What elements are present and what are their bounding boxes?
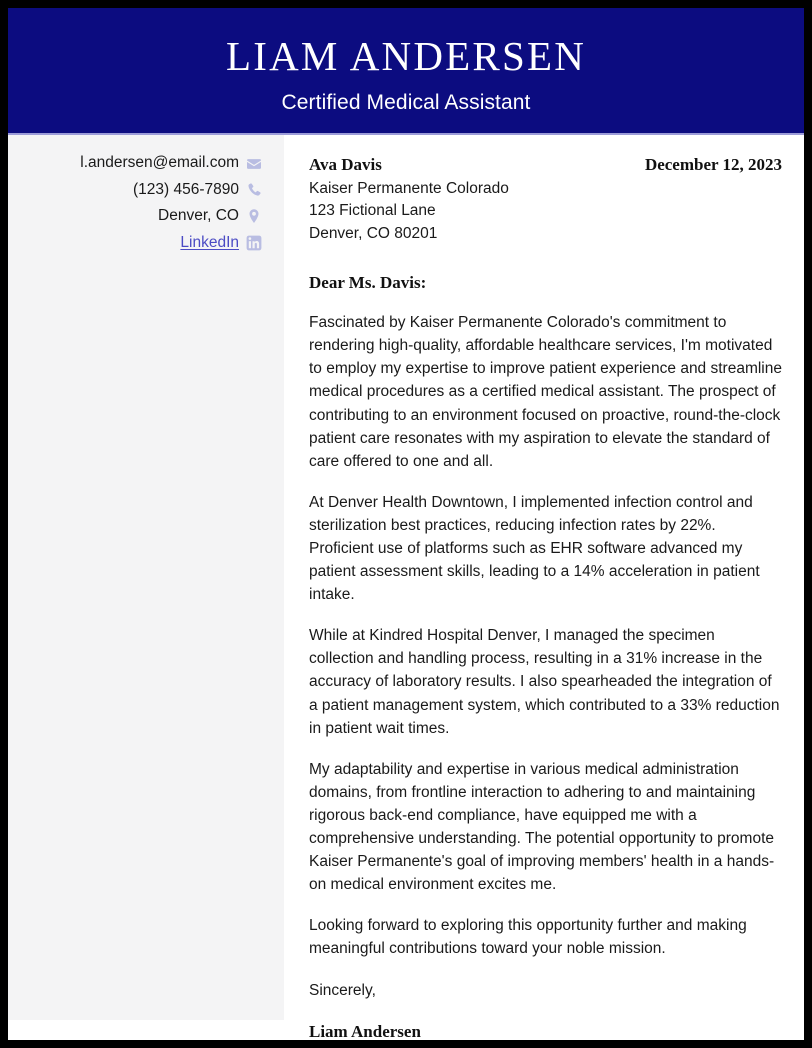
contact-item-linkedin[interactable] xyxy=(22,232,262,254)
linkedin-link[interactable]: LinkedIn xyxy=(180,233,239,251)
phone-value: (123) 456-7890 xyxy=(133,180,239,198)
recipient-city-state-zip: Denver, CO 80201 xyxy=(309,224,438,242)
applicant-name: LIAM ANDERSEN xyxy=(225,33,587,79)
recipient-block xyxy=(309,152,509,245)
recipient-name: Ava Davis xyxy=(309,155,382,175)
recipient-street: 123 Fictional Lane xyxy=(309,202,436,220)
letter-paragraph: Looking forward to exploring this opportunity further and making meaningful contributions toward your noble mission. xyxy=(309,917,747,958)
letter-paragraph: While at Kindred Hospital Denver, I managed the specimen collection and handling process, resulting in a 31% increase in the accuracy of laboratory results. I also spearheaded the integration of a patient management system, which contributed to a 33% reduction in patient wait times. xyxy=(309,627,780,737)
linkedin-icon[interactable] xyxy=(246,235,262,251)
recipient-company: Kaiser Permanente Colorado xyxy=(309,179,509,197)
letter-content xyxy=(284,135,804,1040)
contact-item-email xyxy=(22,152,262,174)
envelope-icon xyxy=(246,156,262,172)
letter-paragraph: My adaptability and expertise in various medical administration domains, from frontline interaction to adhering to and maintaining rigorous back-end compliance, have equipped me with a comprehensive understanding. The potential opportunity to promote Kaiser Permanente's goal of improving members' health in a hands-on medical environment excites me. xyxy=(309,760,775,894)
email-value: l.andersen@email.com xyxy=(80,154,239,172)
letter-date: December 12, 2023 xyxy=(644,155,782,175)
salutation: Dear Ms. Davis: xyxy=(309,273,427,293)
contact-list xyxy=(22,152,262,254)
letter-paragraph: At Denver Health Downtown, I implemented infection control and sterilization best practices, reducing infection rates by 22%. Proficient use of platforms such as EHR software advanced my patient assessment skills, leading to a 14% acceleration in patient intake. xyxy=(309,493,760,604)
phone-icon xyxy=(246,182,262,198)
location-value: Denver, CO xyxy=(158,207,239,225)
letter-paragraph: Fascinated by Kaiser Permanente Colorado's commitment to rendering high-quality, affordable healthcare services, I'm motivated to employ my expertise to improve patient experience and streamline medical procedures as a certified medical assistant. The prospect of contributing to an environment focused on proactive, round-the-clock patient care resonates with my aspiration to elevate the standard of care offered to one and all. xyxy=(309,314,782,470)
contact-item-location xyxy=(22,205,262,227)
location-pin-icon xyxy=(246,208,262,224)
document-header xyxy=(8,8,804,135)
contact-item-phone xyxy=(22,179,262,201)
address-row xyxy=(309,152,782,245)
contact-sidebar xyxy=(8,135,284,1020)
document-body xyxy=(8,135,804,1040)
closing-line: Sincerely, xyxy=(309,981,376,999)
applicant-job-title: Certified Medical Assistant xyxy=(281,91,531,115)
cover-letter-page xyxy=(8,8,804,1040)
signature-name: Liam Andersen xyxy=(309,1021,421,1040)
